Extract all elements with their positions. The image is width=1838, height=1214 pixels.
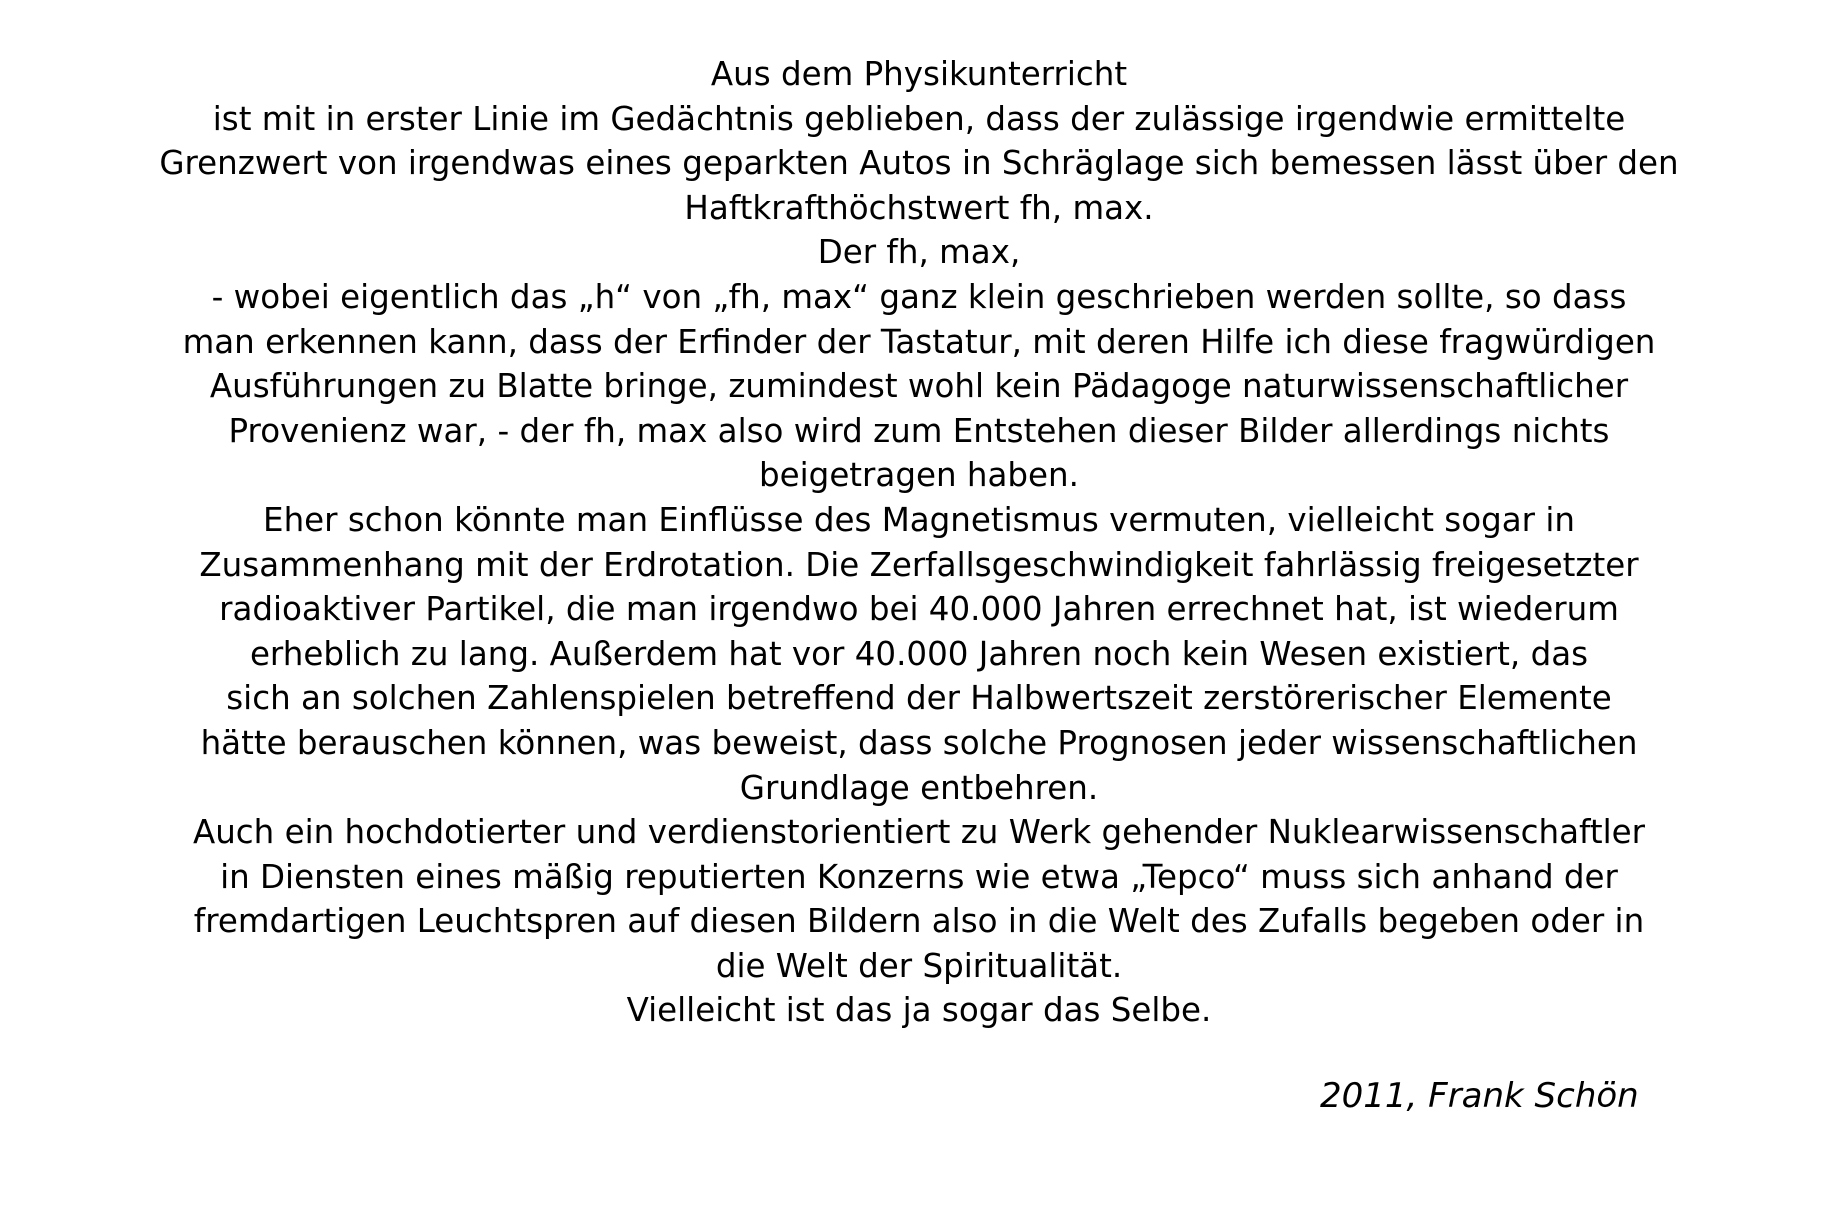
text-line: man erkennen kann, dass der Erfinder der Tastatur, mit deren Hilfe ich diese fragwürdigen — [182, 322, 1656, 361]
text-line: in Diensten eines mäßig reputierten Konzerns wie etwa „Tepco“ muss sich anhand der — [220, 857, 1618, 896]
text-line: Provenienz war, - der fh, max also wird zum Entstehen dieser Bilder allerdings nichts — [228, 411, 1610, 450]
text-line: fremdartigen Leuchtspren auf diesen Bildern also in die Welt des Zufalls begeben oder in — [193, 902, 1645, 941]
text-line: Aus dem Physikunterricht — [710, 55, 1128, 93]
text-line: erheblich zu lang. Außerdem hat vor 40.000 Jahren noch kein Wesen existiert, das — [249, 634, 1589, 673]
text-line: - wobei eigentlich das „h“ von „fh, max“ ganz klein geschrieben werden sollte, so dass — [211, 277, 1627, 316]
text-line: Haftkrafthöchstwert fh, max. — [684, 188, 1154, 227]
text-line: ist mit in erster Linie im Gedächtnis geblieben, dass der zulässige irgendwie ermittelte — [212, 99, 1626, 138]
text-line: Auch ein hochdotierter und verdienstorientiert zu Werk gehender Nuklearwissenschaftler — [192, 813, 1646, 852]
text-line: Grundlage entbehren. — [739, 768, 1099, 807]
text-line: beigetragen haben. — [759, 456, 1079, 495]
text-line: Grenzwert von irgendwas eines geparkten Autos in Schräglage sich bemessen lässt über den — [159, 144, 1679, 183]
text-line: radioaktiver Partikel, die man irgendwo bei 40.000 Jahren errechnet hat, ist wiederum — [219, 590, 1619, 629]
text-line: Ausführungen zu Blatte bringe, zumindest wohl kein Pädagoge naturwissenschaftlicher — [209, 367, 1629, 406]
signature: 2011, Frank Schön — [1320, 1076, 1639, 1116]
text-line: die Welt der Spiritualität. — [715, 946, 1123, 985]
text-line: sich an solchen Zahlenspielen betreffend der Halbwertszeit zerstörerischer Elemente — [226, 679, 1612, 718]
text-line: Vielleicht ist das ja sogar das Selbe. — [626, 991, 1212, 1030]
body-text — [0, 52, 1838, 1033]
text-line: Zusammenhang mit der Erdrotation. Die Zerfallsgeschwindigkeit fahrlässig freigesetzter — [199, 545, 1639, 584]
text-line: hätte berauschen können, was beweist, dass solche Prognosen jeder wissenschaftlichen — [200, 723, 1638, 762]
text-line: Eher schon könnte man Einflüsse des Magnetismus vermuten, vielleicht sogar in — [263, 500, 1575, 539]
text-line: Der fh, max, — [817, 233, 1021, 272]
